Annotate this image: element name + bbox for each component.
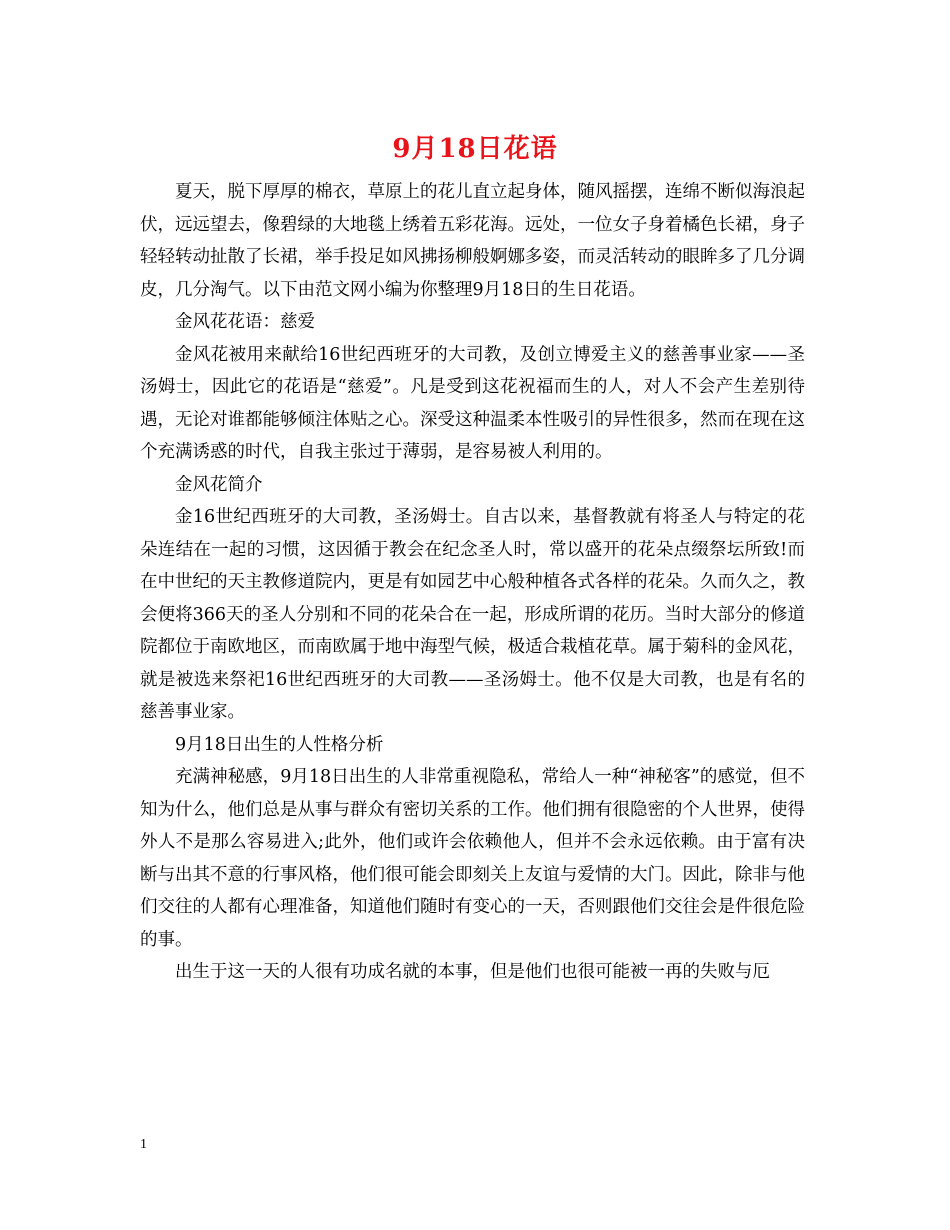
paragraph-heading-flower-language: 金风花花语：慈爱 xyxy=(175,312,315,332)
paragraph-flower-intro: 金16世纪西班牙的大司教，圣汤姆士。自古以来，基督教就有将圣人与特定的花朵连结在一起的习惯，这因循于教会在纪念圣人时，常以盛开的花朵点缀祭坛所致!而在中世纪的天主教修道院内，更是有如园艺中心般种植各式各样的花朵。久而久之，教会便将366天的圣人分别和不同的花朵合在一起，形成所谓的花历。当时大部分的修道院都位于南欧地区，而南欧属于地中海型气候，极适合栽植花草。属于菊科的金风花，就是被选来祭祀16世纪西班牙的大司教——圣汤姆士。他不仅是大司教，也是有名的慈善事业家。 xyxy=(140,507,805,722)
page-number: 1 xyxy=(140,1137,147,1152)
paragraph-intro: 夏天，脱下厚厚的棉衣，草原上的花儿直立起身体，随风摇摆，连绵不断似海浪起伏，远远望去，像碧绿的大地毯上绣着五彩花海。远处，一位女子身着橘色长裙，身子轻轻转动扯散了长裙，举手投足如风拂扬柳般婀娜多姿，而灵活转动的眼眸多了几分调皮，几分淘气。以下由范文网小编为你整理9月18日的生日花语。 xyxy=(140,182,805,300)
paragraph-flower-language: 金风花被用来献给16世纪西班牙的大司教，及创立博爱主义的慈善事业家——圣汤姆士，因此它的花语是“慈爱”。凡是受到这花祝福而生的人，对人不会产生差别待遇，无论对谁都能够倾注体贴之心。深受这种温柔本性吸引的异性很多，然而在现在这个充满诱惑的时代，自我主张过于薄弱，是容易被人利用的。 xyxy=(140,344,805,462)
paragraph-heading-personality: 9月18日出生的人性格分析 xyxy=(175,734,384,755)
paragraph-personality: 充满神秘感，9月18日出生的人非常重视隐私，常给人一种“神秘客”的感觉，但不知为什么，他们总是从事与群众有密切关系的工作。他们拥有很隐密的个人世界，使得外人不是那么容易进入;此外，他们或许会依赖他人，但并不会永远依赖。由于富有决断与出其不意的行事风格，他们很可能会即刻关上友谊与爱情的大门。因此，除非与他们交往的人都有心理准备，知道他们随时有变心的一天，否则跟他们交往会是件很危险的事。 xyxy=(140,767,805,950)
paragraph-career: 出生于这一天的人很有功成名就的本事，但是他们也很可能被一再的失败与厄 xyxy=(175,962,770,982)
document-body xyxy=(140,176,805,989)
paragraph-heading-flower-intro: 金风花简介 xyxy=(175,474,263,495)
document-title: 9月18日花语 xyxy=(392,134,558,164)
